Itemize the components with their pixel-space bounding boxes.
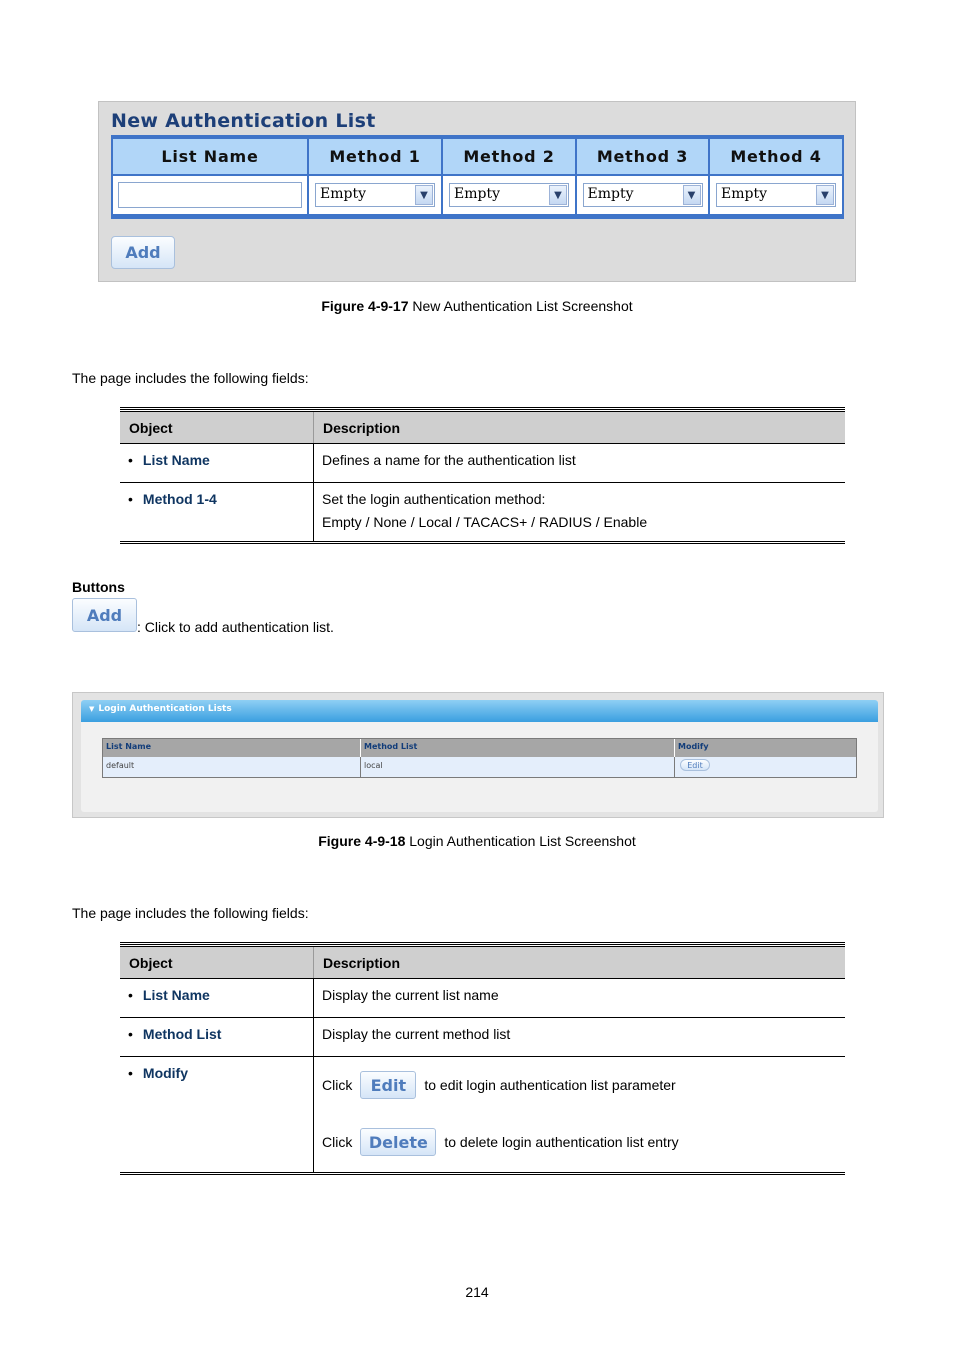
table-row: • List Name Display the current list name: [120, 978, 845, 1017]
table-header: List Name Method List Modify: [103, 739, 856, 757]
login-authentication-lists-panel: [72, 692, 884, 818]
list-name-input[interactable]: [118, 182, 302, 208]
figure-caption: Figure 4-9-17 New Authentication List Screenshot: [321, 298, 633, 314]
add-button[interactable]: Add: [111, 236, 175, 269]
col-method-3: Method 3: [577, 139, 710, 174]
col-method-4: Method 4: [730, 147, 822, 166]
table-row: [113, 174, 842, 214]
chevron-down-icon: ▼: [683, 185, 701, 205]
method-1-select[interactable]: Empty ▼: [315, 183, 435, 207]
fields-table: [120, 407, 845, 544]
table-row: default local Edit: [103, 757, 856, 777]
chevron-down-icon: ▼: [549, 185, 567, 205]
collapse-triangle-icon[interactable]: ▼: [89, 705, 95, 713]
col-list-name: List Name: [113, 139, 309, 174]
delete-button-sample: Delete: [360, 1128, 436, 1156]
figure-caption: Figure 4-9-18 Login Authentication List Screenshot: [318, 833, 636, 849]
panel-title: New Authentication List: [111, 110, 376, 132]
add-button-sample: Add: [72, 598, 137, 632]
fields-table: [120, 942, 845, 1175]
table-row: • Method List Display the current method list: [120, 1017, 845, 1056]
page-number: 214: [465, 1284, 489, 1300]
method-3-select[interactable]: Empty ▼: [583, 183, 703, 207]
add-button-description: : Click to add authentication list.: [137, 619, 334, 635]
login-auth-table: [102, 738, 857, 778]
table-header: Object Description: [120, 411, 845, 443]
intro-text: The page includes the following fields:: [72, 905, 309, 921]
col-method-2: Method 2: [443, 139, 577, 174]
new-auth-table: [111, 135, 844, 219]
chevron-down-icon: ▼: [415, 185, 433, 205]
buttons-heading: Buttons: [72, 579, 125, 595]
edit-button[interactable]: Edit: [680, 759, 710, 771]
table-row: • Modify Click Edit to edit login authentication list parameter Click Delete to delete login authentication list entry: [120, 1056, 845, 1172]
new-authentication-list-panel: [98, 101, 856, 282]
col-method-1: Method 1: [309, 139, 443, 174]
table-header: Object Description: [120, 946, 845, 978]
table-row: • Method 1-4 Set the login authentication method: Empty / None / Local / TACACS+ / RADIUS / Enable: [120, 482, 845, 541]
method-2-select[interactable]: Empty ▼: [449, 183, 569, 207]
table-header: [113, 139, 842, 174]
chevron-down-icon: ▼: [816, 185, 834, 205]
table-row: • List Name Defines a name for the authentication list: [120, 443, 845, 482]
panel-title-bar: ▼ Login Authentication Lists: [81, 700, 878, 722]
method-4-select[interactable]: Empty ▼: [716, 183, 836, 207]
edit-button-sample: Edit: [360, 1071, 416, 1099]
intro-text: The page includes the following fields:: [72, 370, 309, 386]
